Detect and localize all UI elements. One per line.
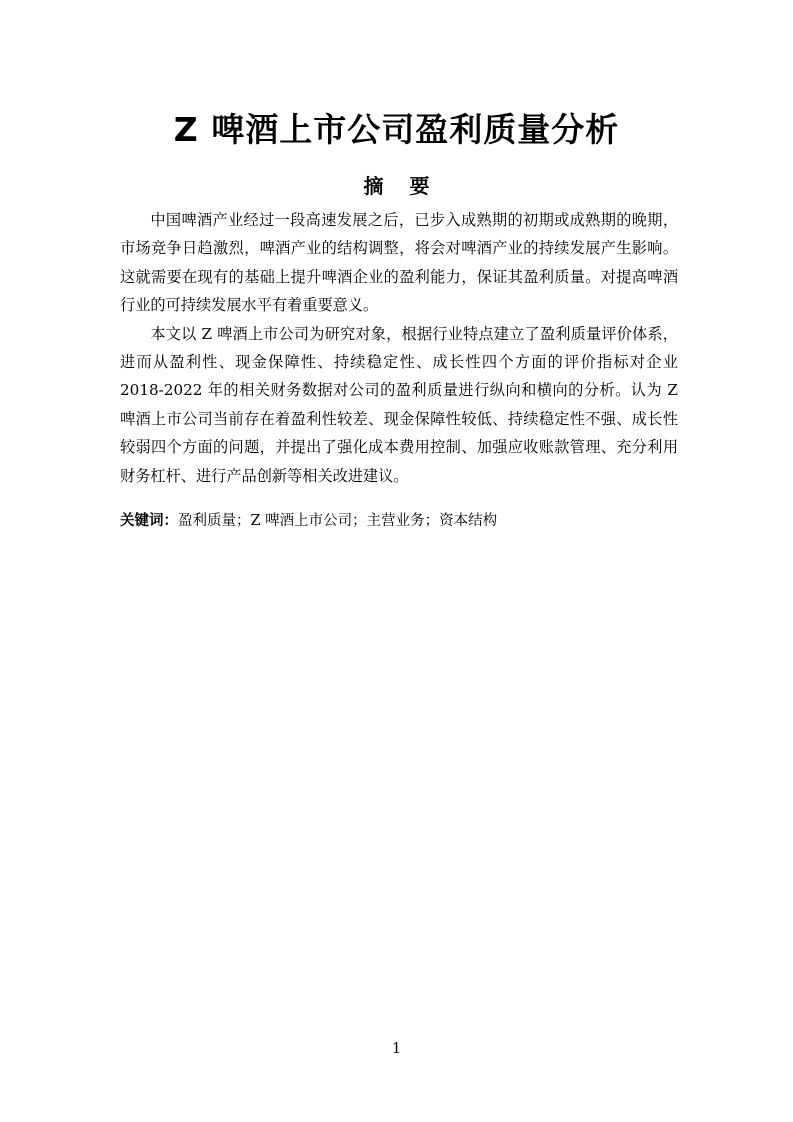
abstract-paragraph: 本文以 Z 啤酒上市公司为研究对象，根据行业特点建立了盈利质量评价体系，进而从盈利性、现金保障性、持续稳定性、成长性四个方面的评价指标对企业 2018-2022 年的相关财务数据对公司的盈利质量进行纵向和横向的分析。认为 Z 啤酒上市公司当前存在着盈利性较差、现金保障性较低、持续稳定性不强、成长性较弱四个方面的问题，并提出了强化成本费用控制、加强应收账款管理、充分利用财务杠杆、进行产品创新等相关改进建议。 bbox=[120, 324, 678, 485]
page-number: 1 bbox=[391, 1039, 402, 1057]
document-title: Z 啤酒上市公司盈利质量分析 bbox=[173, 110, 620, 149]
abstract-heading: 摘要 bbox=[363, 174, 456, 198]
keywords-label: 关键词： bbox=[120, 513, 178, 529]
keywords-text: 盈利质量；Z 啤酒上市公司；主营业务；资本结构 bbox=[178, 513, 498, 529]
keywords-line bbox=[120, 509, 678, 533]
abstract-paragraph: 中国啤酒产业经过一段高速发展之后，已步入成熟期的初期或成熟期的晚期，市场竞争日趋激烈，啤酒产业的结构调整，将会对啤酒产业的持续发展产生影响。这就需要在现有的基础上提升啤酒企业的盈利能力，保证其盈利质量。对提高啤酒行业的可持续发展水平有着重要意义。 bbox=[120, 211, 678, 315]
abstract-body bbox=[120, 206, 678, 490]
